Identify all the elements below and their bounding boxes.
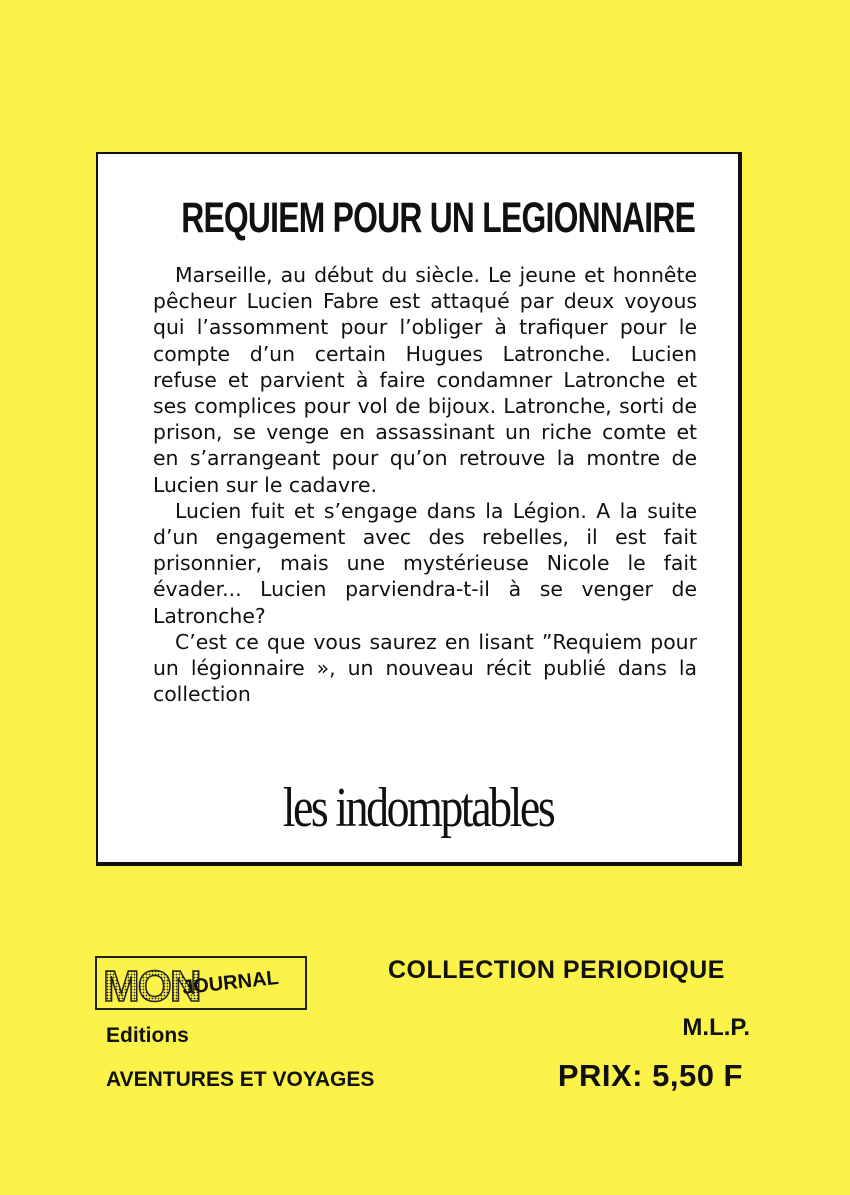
synopsis-card <box>96 152 742 866</box>
mon-journal-logo <box>95 956 307 1010</box>
synopsis-paragraph-3: C’est ce que vous saurez en lisant ”Requiem pour un légionnaire », un nouveau récit publié dans la collection <box>153 629 697 707</box>
svg-text:JOURNAL: JOURNAL <box>181 966 280 999</box>
publisher-name: AVENTURES ET VOYAGES <box>106 1068 375 1091</box>
synopsis-text <box>153 262 697 707</box>
svg-text:MON: MON <box>103 962 200 1008</box>
editions-label: Editions <box>106 1024 189 1047</box>
collection-brand: les indomptables <box>282 777 554 839</box>
synopsis-paragraph-2: Lucien fuit et s’engage dans la Légion. A la suite d’un engagement avec des rebelles, il est fait prisonnier, mais une mystérieuse Nicole le fait évader... Lucien parviendra-t-il à se venger de Latronche? <box>153 498 697 628</box>
distributor: M.L.P. <box>682 1014 750 1041</box>
mon-journal-logo-graphic <box>97 958 305 1008</box>
price: PRIX: 5,50 F <box>557 1058 743 1093</box>
collection-type: COLLECTION PERIODIQUE <box>388 956 725 984</box>
book-title: REQUIEM POUR UN LEGIONNAIRE <box>181 194 696 242</box>
synopsis-paragraph-1: Marseille, au début du siècle. Le jeune et honnête pêcheur Lucien Fabre est attaqué par deux voyous qui l’assomment pour l’obliger à trafiquer pour le compte d’un certain Hugues Latronche. Lucien refuse et parvient à faire condamner Latronche et ses complices pour vol de bijoux. Latronche, sorti de prison, se venge en assassinant un riche comte et en s’arrangeant pour qu’on retrouve la montre de Lucien sur le cadavre. <box>153 263 697 497</box>
